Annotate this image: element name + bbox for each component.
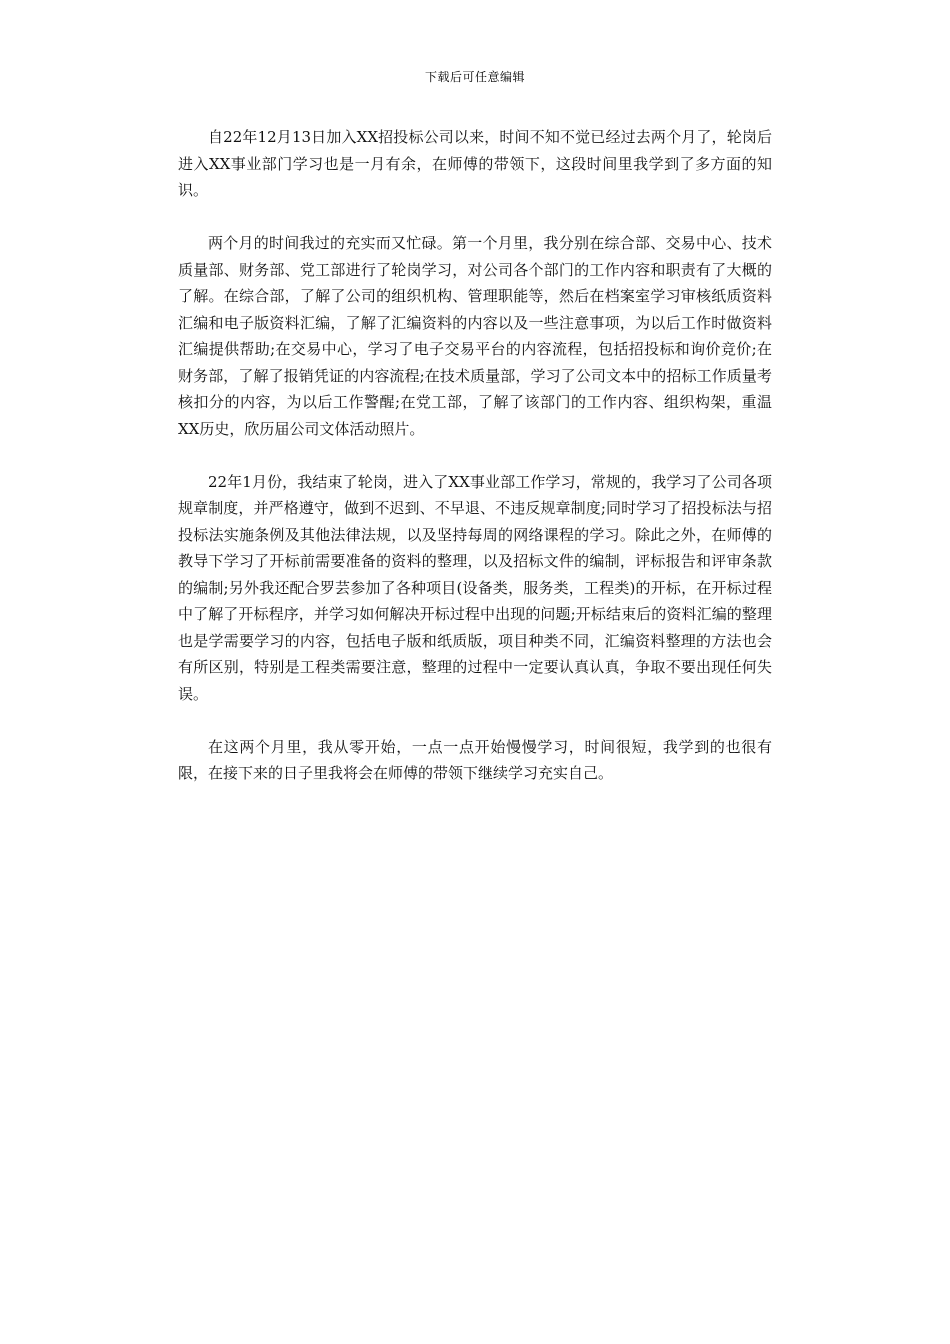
paragraph-2: 两个月的时间我过的充实而又忙碌。第一个月里，我分别在综合部、交易中心、技术质量部、财务部、党工部进行了轮岗学习，对公司各个部门的工作内容和职责有了大概的了解。在综合部，了解了公司的组织机构、管理职能等，然后在档案室学习审核纸质资料汇编和电子版资料汇编，了解了汇编资料的内容以及一些注意事项，为以后工作时做资料汇编提供帮助;在交易中心，学习了电子交易平台的内容流程，包括招投标和询价竞价;在财务部，了解了报销凭证的内容流程;在技术质量部，学习了公司文本中的招标工作质量考核扣分的内容，为以后工作警醒;在党工部，了解了该部门的工作内容、组织构架，重温XX历史，欣历届公司文体活动照片。 (178, 234, 772, 438)
document-body (178, 124, 772, 813)
paragraph-4: 在这两个月里，我从零开始，一点一点开始慢慢学习，时间很短，我学到的也很有限，在接下来的日子里我将会在师傅的带领下继续学习充实自己。 (178, 737, 772, 782)
paragraph-1: 自22年12月13日加入XX招投标公司以来，时间不知不觉已经过去两个月了，轮岗后进入XX事业部门学习也是一月有余，在师傅的带领下，这段时间里我学到了多方面的知识。 (178, 128, 772, 199)
page-header: 下载后可任意编辑 (424, 70, 525, 84)
paragraph-3: 22年1月份，我结束了轮岗，进入了XX事业部工作学习，常规的，我学习了公司各项规章制度，并严格遵守，做到不迟到、不早退、不违反规章制度;同时学习了招投标法与招投标法实施条例及其他法律法规，以及坚持每周的网络课程的学习。除此之外，在师傅的教导下学习了开标前需要准备的资料的整理，以及招标文件的编制，评标报告和评审条款的编制;另外我还配合罗芸参加了各种项目(设备类，服务类，工程类)的开标，在开标过程中了解了开标程序，并学习如何解决开标过程中出现的问题;开标结束后的资料汇编的整理也是学需要学习的内容，包括电子版和纸质版，项目种类不同，汇编资料整理的方法也会有所区别，特别是工程类需要注意，整理的过程中一定要认真认真，争取不要出现任何失误。 (178, 472, 772, 703)
